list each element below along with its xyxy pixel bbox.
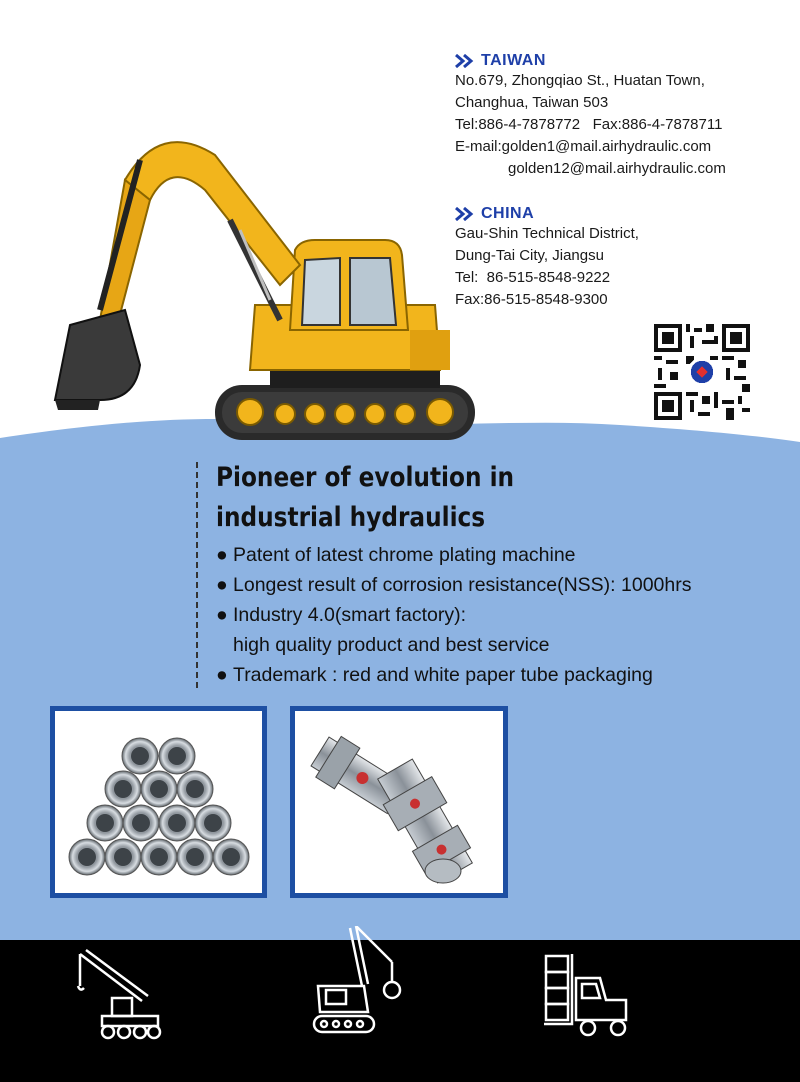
- china-contact-block: [455, 205, 639, 311]
- feature-item: ● Patent of latest chrome plating machine: [216, 544, 576, 566]
- china-title: CHINA: [481, 205, 535, 222]
- qr-code[interactable]: [654, 324, 750, 420]
- china-fax: Fax:86-515-8548-9300: [455, 291, 608, 308]
- taiwan-tel-fax: Tel:886-4-7878772 Fax:886-4-7878711: [455, 116, 723, 133]
- double-chevron-icon: [455, 207, 477, 221]
- chrome-tubes-image: [55, 711, 262, 893]
- feature-item: ● Longest result of corrosion resistance(NSS): 1000hrs: [216, 574, 692, 596]
- double-chevron-icon: [455, 54, 477, 68]
- feature-item: ● Trademark : red and white paper tube packaging: [216, 664, 653, 686]
- excavator-illustration: [40, 100, 480, 450]
- china-address-line1: Gau-Shin Technical District,: [455, 225, 639, 242]
- headline-line2: industrial hydraulics: [216, 502, 486, 533]
- dashed-divider: [196, 462, 198, 688]
- taiwan-contact-block: [455, 52, 726, 180]
- wrecking-ball-crane-icon: [306, 926, 406, 1042]
- headline: [216, 458, 563, 538]
- china-tel: Tel: 86-515-8548-9222: [455, 269, 611, 286]
- feature-list: [216, 540, 691, 690]
- chrome-tubes-photo: [50, 706, 267, 898]
- hydraulic-parts-photo: [290, 706, 508, 898]
- crane-truck-icon: [72, 946, 164, 1042]
- china-address-line2: Dung-Tai City, Jiangsu: [455, 247, 604, 264]
- taiwan-email2[interactable]: golden12@mail.airhydraulic.com: [508, 160, 726, 177]
- hydraulic-parts-image: [295, 711, 503, 893]
- taiwan-heading: [455, 52, 726, 70]
- forklift-icon: [540, 950, 636, 1040]
- taiwan-address-line2: Changhua, Taiwan 503: [455, 94, 609, 111]
- feature-item-continuation: high quality product and best service: [233, 634, 550, 656]
- feature-item: ● Industry 4.0(smart factory):: [216, 604, 466, 626]
- headline-line1: Pioneer of evolution in: [216, 462, 515, 493]
- china-heading: [455, 205, 639, 223]
- taiwan-address-line1: No.679, Zhongqiao St., Huatan Town,: [455, 72, 705, 89]
- taiwan-email1[interactable]: E-mail:golden1@mail.airhydraulic.com: [455, 138, 712, 155]
- taiwan-title: TAIWAN: [481, 52, 546, 69]
- footer-bar: [0, 940, 800, 1082]
